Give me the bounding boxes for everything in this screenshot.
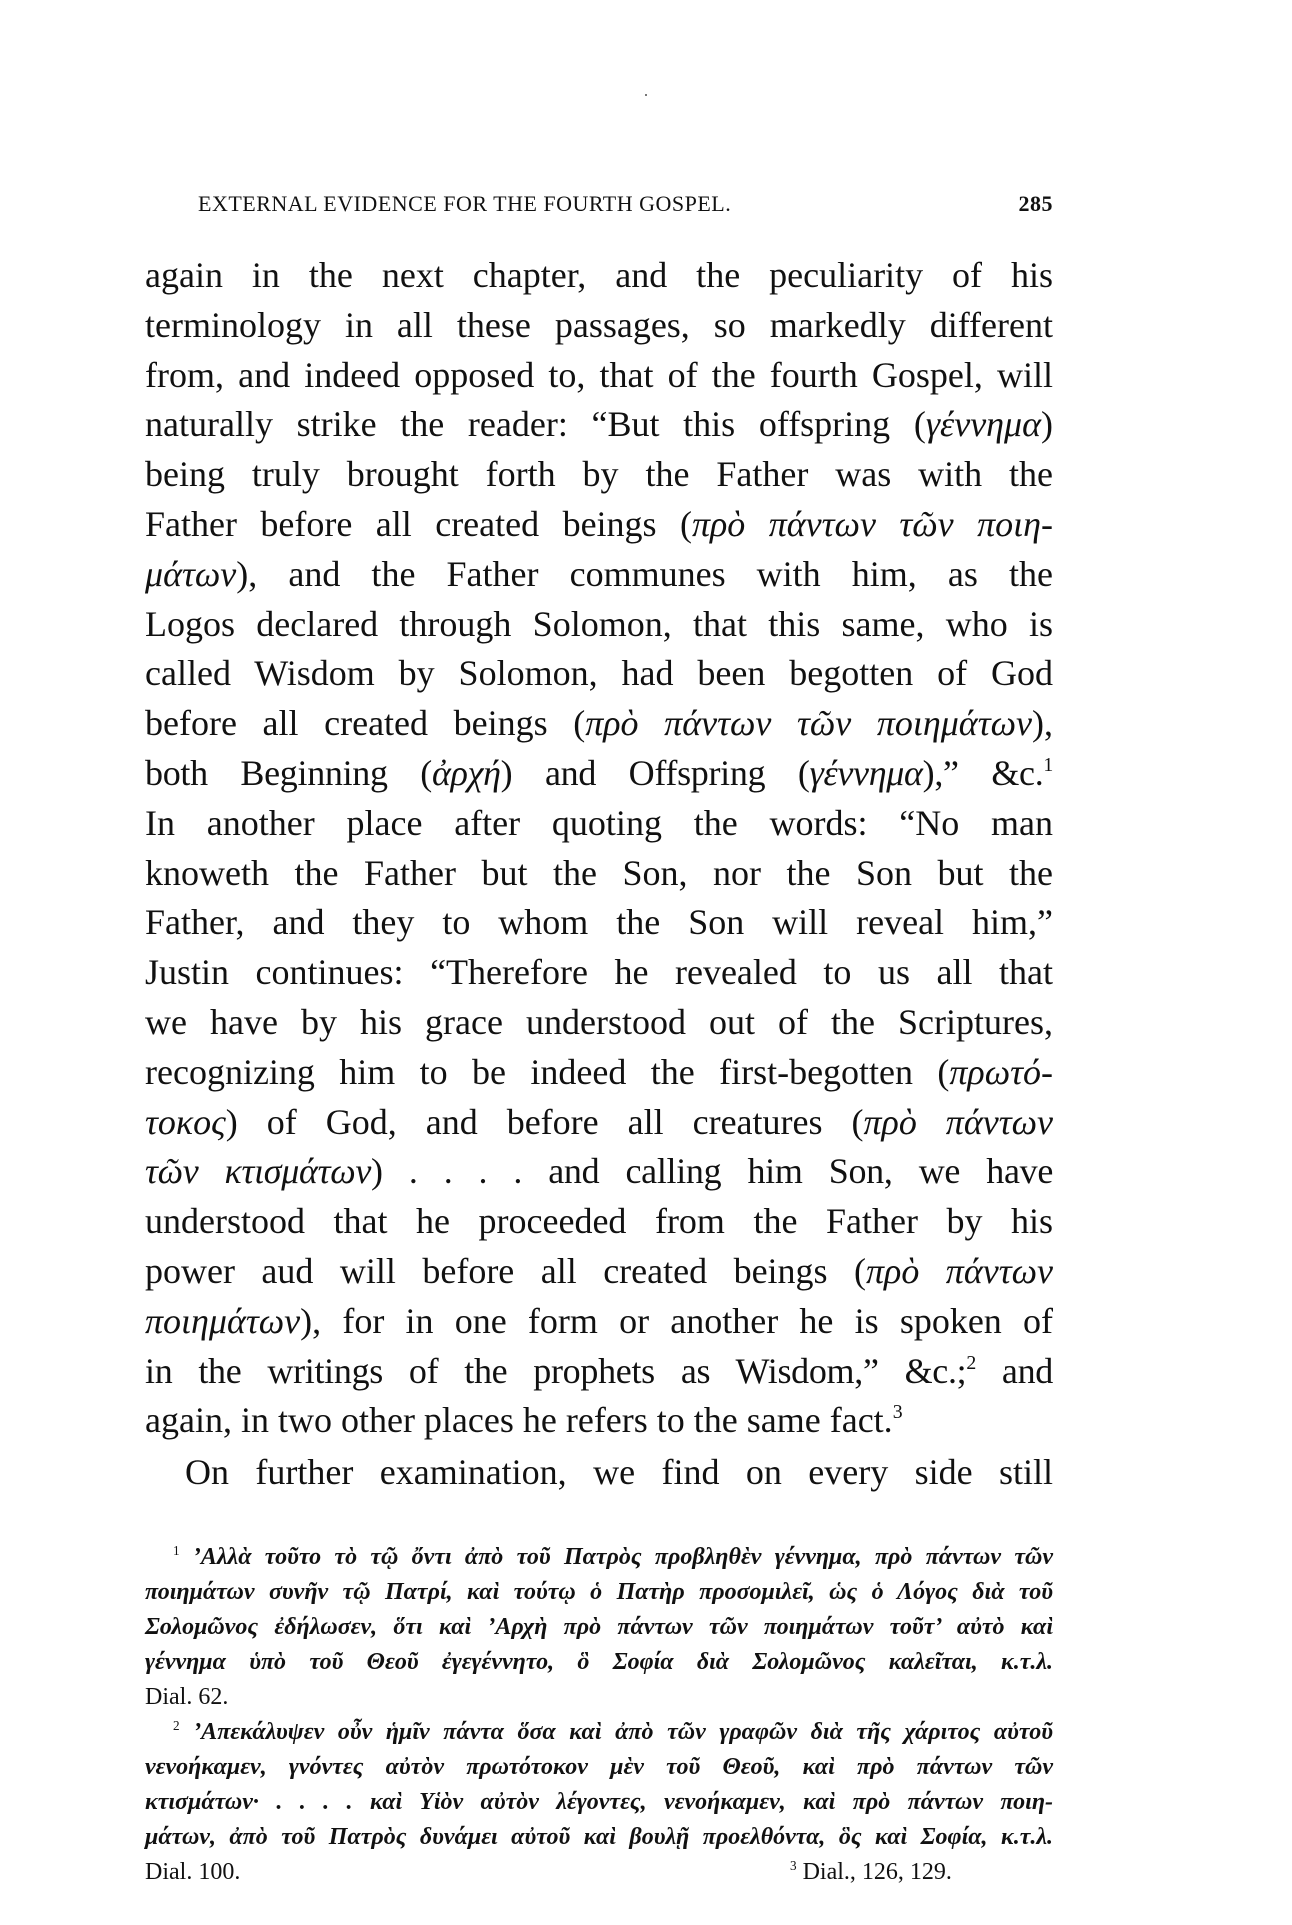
text-run: from, and indeed opposed to, that of the fourth Gospel, will: [145, 354, 1053, 395]
greek-text: πρὸ πάντων τῶν ποιημάτων: [585, 703, 1032, 744]
body-line: [145, 351, 1053, 401]
body-line: [145, 749, 1053, 799]
text-run: being truly brought forth by the Father was with the: [145, 454, 1053, 495]
running-header: [198, 189, 1053, 219]
text-run: ) of God, and before all creatures (: [225, 1101, 864, 1142]
greek-text: ποιημάτων: [145, 1300, 301, 1341]
text-run: ) and Offspring (: [500, 752, 810, 793]
footnote-line: [145, 1680, 1053, 1715]
body-line: [145, 600, 1053, 650]
text-run: ), for in one form or another he is spoken of: [300, 1300, 1053, 1341]
greek-text: πρὸ πάντων τῶν ποιη-: [691, 503, 1053, 544]
body-line: [145, 1446, 1053, 1498]
text-run: Dial., 126, 129.: [796, 1859, 952, 1885]
body-line: [145, 998, 1053, 1048]
text-run: ),” &c.: [922, 752, 1044, 793]
greek-text: πρωτό-: [949, 1051, 1053, 1092]
text-run: ) . . . . and calling him Son, we have: [371, 1151, 1053, 1192]
text-run: ),: [1032, 703, 1053, 744]
body-line: [145, 849, 1053, 899]
footnote-line: [145, 1645, 1053, 1680]
greek-text: νενοήκαμεν, γνόντες αὐτὸν πρωτότοκον μὲν τοῦ Θεοῦ, καὶ πρὸ πάντων τῶν: [145, 1754, 1053, 1780]
body-line: [145, 1147, 1053, 1197]
footnote-marker: 1: [1043, 754, 1053, 777]
text-run: Logos declared through Solomon, that this same, who is: [145, 603, 1053, 644]
text-run: recognizing him to be indeed the first-begotten (: [145, 1051, 950, 1092]
text-run: understood that he proceeded from the Father by his: [145, 1201, 1053, 1242]
body-line: [145, 1297, 1053, 1347]
footnote-line: [145, 1540, 1053, 1575]
text-run: On further examination, we find on every side still: [185, 1452, 1053, 1493]
footnote-line: [145, 1820, 1053, 1855]
footnote-line: [145, 1785, 1053, 1820]
greek-text: κτισμάτων· . . . . καὶ Υἱὸν αὐτὸν λέγοντες, νενοήκαμεν, καὶ πρὸ πάντων ποιη-: [145, 1789, 1053, 1815]
greek-text: ’Αλλὰ τοῦτο τὸ τῷ ὄντι ἀπὸ τοῦ Πατρὸς προβληθὲν γέννημα, πρὸ πάντων τῶν: [179, 1544, 1053, 1570]
footnote-line: [145, 1575, 1053, 1610]
greek-text: πρὸ πάντων: [863, 1101, 1053, 1142]
footnote-marker: 2: [173, 1717, 180, 1733]
greek-text: μάτων: [145, 553, 237, 594]
footnote-line: [145, 1855, 1053, 1890]
text-run: Dial. 62.: [145, 1684, 229, 1710]
greek-text: τῶν κτισμάτων: [145, 1151, 371, 1192]
text-run: Dial. 100.: [145, 1859, 241, 1885]
body-line: [145, 799, 1053, 849]
text-run: ): [1041, 404, 1053, 445]
body-line: [145, 1347, 1053, 1397]
greek-text: ποιημάτων συνῆν τῷ Πατρί, καὶ τούτῳ ὁ Πατὴρ προσομιλεῖ, ὡς ὁ Λόγος διὰ τοῦ: [145, 1579, 1053, 1605]
text-run: terminology in all these passages, so markedly different: [145, 304, 1053, 345]
text-run: we have by his grace understood out of the Scriptures,: [145, 1001, 1053, 1042]
scan-speck: [645, 94, 647, 96]
greek-text: ἀρχή: [432, 752, 501, 793]
text-run: knoweth the Father but the Son, nor the Son but the: [145, 852, 1053, 893]
text-run: ), and the Father communes with him, as the: [236, 553, 1053, 594]
body-line: [145, 1396, 1053, 1446]
footnote-line: [145, 1750, 1053, 1785]
body-line: [145, 400, 1053, 450]
greek-text: πρὸ πάντων: [866, 1250, 1053, 1291]
body-line: [145, 550, 1053, 600]
text-run: called Wisdom by Solomon, had been begotten of God: [145, 653, 1053, 694]
text-run: both Beginning (: [145, 752, 432, 793]
body-line: [145, 450, 1053, 500]
greek-text: γέννημα: [809, 752, 923, 793]
footnote-marker: 3: [892, 1401, 903, 1424]
greek-text: γέννημα ὑπὸ τοῦ Θεοῦ ἐγεγέννητο, ὃ Σοφία διὰ Σολομῶνος καλεῖται, κ.τ.λ.: [145, 1649, 1053, 1675]
body-line: [145, 500, 1053, 550]
body-line: [145, 1048, 1053, 1098]
running-header-title: EXTERNAL EVIDENCE FOR THE FOURTH GOSPEL.: [198, 191, 732, 216]
greek-text: μάτων, ἀπὸ τοῦ Πατρὸς δυνάμει αὐτοῦ καὶ βουλῇ προελθόντα, ὃς καὶ Σοφία, κ.τ.λ.: [145, 1824, 1053, 1850]
body-line: [145, 699, 1053, 749]
text-run: Justin continues: “Therefore he revealed to us all that: [145, 952, 1053, 993]
footnotes: [145, 1540, 1053, 1890]
body-line: [145, 1247, 1053, 1297]
text-run: power aud will before all created beings (: [145, 1250, 867, 1291]
body-line: [145, 251, 1053, 301]
body-line: [145, 649, 1053, 699]
text-run: Father before all created beings (: [145, 503, 692, 544]
body-line: [145, 898, 1053, 948]
greek-text: γέννημα: [925, 404, 1041, 445]
text-run: in the writings of the prophets as Wisdom,” &c.;: [145, 1350, 967, 1391]
text-run: and: [975, 1350, 1053, 1391]
text-run: In another place after quoting the words: “No man: [145, 802, 1053, 843]
body-line: [145, 1197, 1053, 1247]
greek-text: Σολομῶνος ἐδήλωσεν, ὅτι καὶ ’Αρχὴ πρὸ πάντων τῶν ποιημάτων τοῦτ’ αὐτὸ καὶ: [145, 1614, 1053, 1640]
greek-text: τοκος: [145, 1101, 226, 1142]
text-run: before all created beings (: [145, 703, 586, 744]
body-line: [145, 1098, 1053, 1148]
body-line: [145, 948, 1053, 998]
page-number: 285: [1018, 191, 1053, 216]
body-line: [145, 301, 1053, 351]
text-run: Father, and they to whom the Son will reveal him,”: [145, 902, 1053, 943]
text-run: naturally strike the reader: “But this offspring (: [145, 404, 926, 445]
text-run: again, in two other places he refers to the same fact.: [145, 1400, 893, 1441]
footnote-marker: 3: [790, 1857, 797, 1873]
footnote-3: [790, 1855, 952, 1890]
footnote-marker: 2: [966, 1351, 976, 1374]
footnote-marker: 1: [173, 1542, 180, 1558]
text-run: again in the next chapter, and the peculiarity of his: [145, 255, 1053, 295]
body-text: [145, 251, 1053, 1498]
footnote-line: [145, 1610, 1053, 1645]
greek-text: ’Απεκάλυψεν οὖν ἡμῖν πάντα ὅσα καὶ ἀπὸ τῶν γραφῶν διὰ τῆς χάριτος αὐτοῦ: [179, 1719, 1053, 1745]
footnote-line: [145, 1715, 1053, 1750]
